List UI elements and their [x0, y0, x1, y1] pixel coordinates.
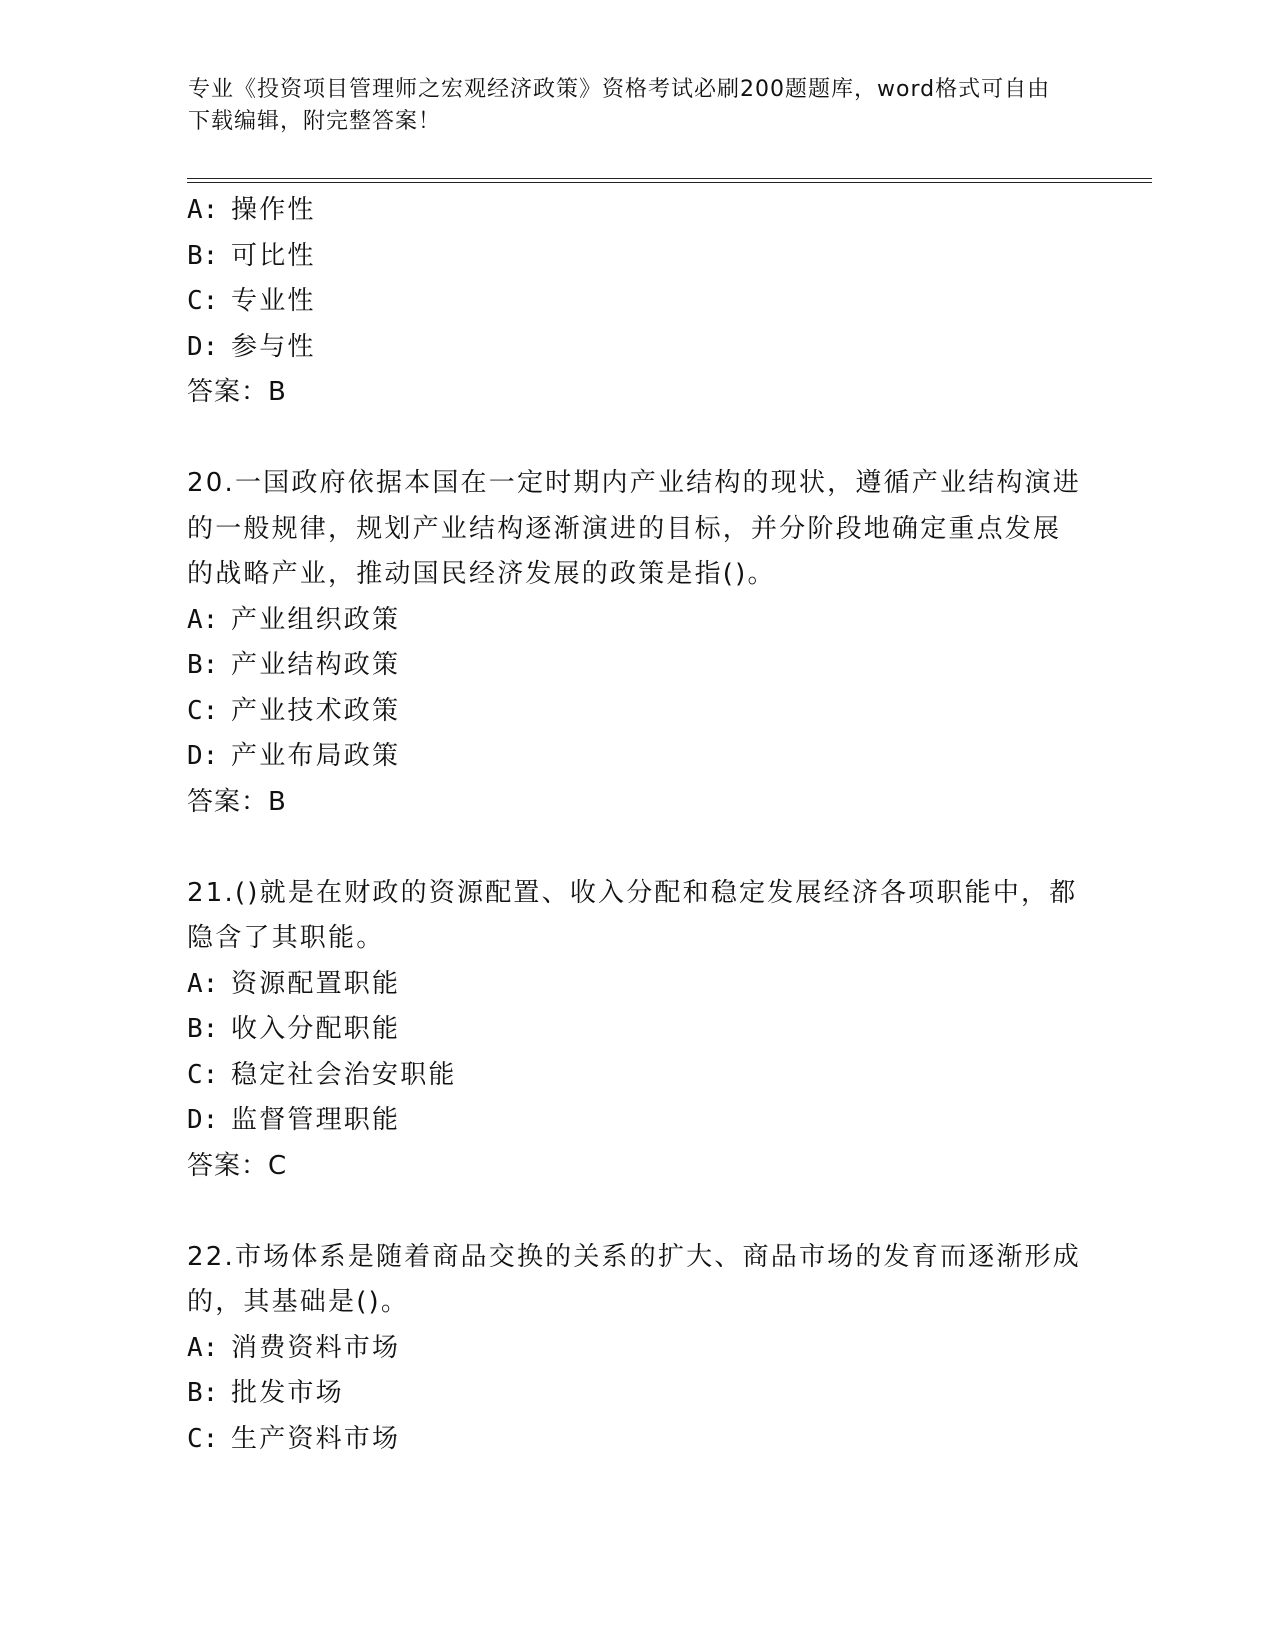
option-text: 监督管理职能: [231, 1105, 401, 1135]
option-letter: D:: [187, 741, 219, 771]
header-divider-bottom: [187, 182, 1152, 183]
option-text: 批发市场: [231, 1378, 344, 1408]
option-text: 消费资料市场: [231, 1332, 401, 1363]
option-b: [187, 643, 1087, 689]
question-text: 21.()就是在财政的资源配置、收入分配和稳定发展经济各项职能中，都隐含了其职能。: [187, 877, 1078, 953]
option-text: 资源配置职能: [231, 968, 401, 999]
option-text: 专业性: [231, 286, 316, 316]
option-a: [187, 962, 1087, 1008]
option-c: [187, 1053, 1087, 1099]
option-b: [187, 234, 1087, 280]
option-letter: D:: [187, 1105, 219, 1135]
question-21: [187, 871, 1087, 1190]
option-letter: A:: [187, 1332, 219, 1363]
option-a: [187, 188, 1087, 234]
spacer: [187, 416, 1087, 462]
answer-label: 答案：C: [187, 1150, 288, 1181]
option-text: 产业结构政策: [231, 650, 401, 680]
question-text: 20.一国政府依据本国在一定时期内产业结构的现状，遵循产业结构演进的一般规律，规划产业结构逐渐演进的目标，并分阶段地确定重点发展的战略产业，推动国民经济发展的政策是指()。: [187, 468, 1081, 589]
option-text: 参与性: [231, 331, 316, 362]
spacer: [187, 1189, 1087, 1235]
option-c: [187, 279, 1087, 325]
option-d: [187, 325, 1087, 371]
answer-label: 答案：B: [187, 377, 287, 407]
option-text: 稳定社会治安职能: [231, 1059, 457, 1090]
option-b: [187, 1007, 1087, 1053]
option-b: [187, 1371, 1087, 1417]
option-letter: A:: [187, 968, 219, 999]
option-d: [187, 1098, 1087, 1144]
spacer: [187, 825, 1087, 871]
option-c: [187, 689, 1087, 735]
option-text: 操作性: [231, 195, 316, 225]
header-divider-top: [187, 178, 1152, 179]
option-letter: B:: [187, 1014, 219, 1044]
option-d: [187, 734, 1087, 780]
option-text: 可比性: [231, 240, 316, 271]
option-text: 生产资料市场: [231, 1423, 401, 1454]
question-text: 22.市场体系是随着商品交换的关系的扩大、商品市场的发育而逐渐形成的，其基础是()。: [187, 1241, 1081, 1317]
option-text: 产业布局政策: [231, 741, 401, 771]
option-letter: B:: [187, 650, 219, 680]
option-letter: C:: [187, 1059, 219, 1090]
option-a: [187, 1326, 1087, 1372]
option-letter: D:: [187, 331, 219, 362]
option-letter: B:: [187, 240, 219, 271]
question-20: [187, 461, 1087, 825]
question-list: [187, 188, 1087, 1462]
option-letter: A:: [187, 195, 219, 225]
option-letter: B:: [187, 1378, 219, 1408]
option-c: [187, 1417, 1087, 1463]
option-text: 产业组织政策: [231, 604, 401, 635]
option-text: 产业技术政策: [231, 695, 401, 726]
option-text: 收入分配职能: [231, 1014, 401, 1044]
option-letter: C:: [187, 1423, 219, 1454]
question-19-continuation: [187, 188, 1087, 416]
option-letter: A:: [187, 604, 219, 635]
option-a: [187, 598, 1087, 644]
option-letter: C:: [187, 695, 219, 726]
option-letter: C:: [187, 286, 219, 316]
document-header: 专业《投资项目管理师之宏观经济政策》资格考试必刷200题题库，word格式可自由下载编辑，附完整答案！: [188, 77, 1051, 134]
answer-label: 答案：B: [187, 786, 287, 817]
question-22: [187, 1235, 1087, 1463]
